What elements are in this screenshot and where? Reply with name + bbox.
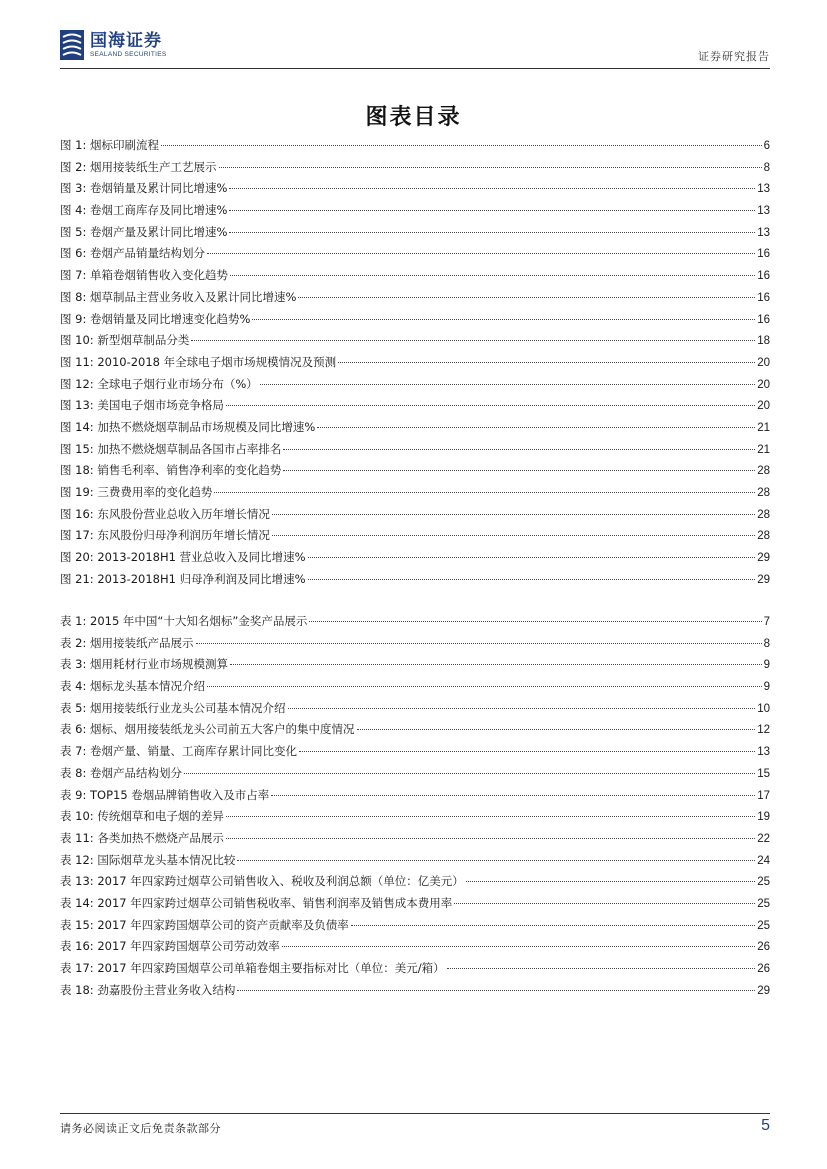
toc-entry-label: 表 11: 各类加热不燃烧产品展示	[60, 830, 224, 845]
table-toc-entry[interactable]	[60, 828, 770, 850]
toc-entry-page: 28	[757, 530, 770, 543]
toc-entry-label: 表 18: 劲嘉股份主营业务收入结构	[60, 982, 236, 997]
figure-toc-entry[interactable]	[60, 352, 770, 374]
figure-toc-entry[interactable]	[60, 243, 770, 265]
toc-entry-page: 26	[757, 963, 770, 975]
toc-entry-page: 18	[757, 335, 770, 348]
toc-entry-page: 28	[757, 465, 770, 478]
toc-entry-label: 图 9: 卷烟销量及同比增速变化趋势%	[60, 311, 251, 326]
dot-leader	[283, 470, 755, 471]
table-toc-entry[interactable]	[60, 785, 770, 807]
dot-leader	[298, 297, 755, 298]
dot-leader	[308, 579, 756, 580]
toc-entry-label: 图 4: 卷烟工商库存及同比增速%	[60, 203, 228, 218]
toc-entry-page: 7	[763, 616, 770, 628]
toc-entry-page: 15	[757, 767, 770, 780]
toc-entry-label: 表 3: 烟用耗材行业市场规模测算	[60, 657, 229, 672]
toc-entry-page: 25	[757, 919, 770, 932]
toc-entry-label: 图 14: 加热不燃烧烟草制品市场规模及同比增速%	[60, 419, 316, 434]
table-toc-entry[interactable]	[60, 806, 770, 828]
toc-entry-page: 29	[757, 573, 770, 586]
toc-entry-label: 表 6: 烟标、烟用接装纸龙头公司前五大客户的集中度情况	[60, 722, 355, 737]
logo-chinese-name: 国海证券	[90, 30, 162, 51]
page-title: 图表目录	[365, 105, 462, 130]
tables-list	[60, 611, 770, 1001]
toc-entry-label: 图 8: 烟草制品主营业务收入及累计同比增速%	[60, 289, 297, 304]
figure-toc-entry[interactable]	[60, 569, 770, 591]
company-logo	[60, 30, 167, 60]
dot-leader	[288, 708, 756, 709]
figures-list	[60, 135, 770, 590]
dot-leader	[357, 729, 756, 730]
figure-toc-entry[interactable]	[60, 178, 770, 200]
page-number: 5	[761, 1117, 770, 1134]
dot-leader	[454, 903, 755, 904]
toc-entry-label: 表 14: 2017 年四家跨过烟草公司销售税收率、销售利润率及销售成本费用率	[60, 895, 453, 910]
toc-entry-label: 表 9: TOP15 卷烟品牌销售收入及市占率	[60, 787, 270, 802]
dot-leader	[237, 860, 755, 861]
toc-entry-page: 28	[757, 508, 770, 521]
toc-entry-page: 16	[757, 291, 770, 304]
dot-leader	[260, 384, 755, 385]
dot-leader	[447, 968, 756, 969]
dot-leader	[283, 449, 755, 450]
figure-toc-entry[interactable]	[60, 135, 770, 157]
dot-leader	[219, 167, 762, 168]
toc-entry-page: 25	[757, 897, 770, 910]
toc-entry-label: 表 13: 2017 年四家跨过烟草公司销售收入、税收及利润总额（单位：亿美元）	[60, 874, 464, 889]
page-header	[60, 30, 770, 68]
table-toc-entry[interactable]	[60, 915, 770, 937]
toc-entry-page: 9	[763, 659, 770, 672]
toc-entry-label: 表 17: 2017 年四家跨国烟草公司单箱卷烟主要指标对比（单位：美元/箱）	[60, 961, 445, 975]
dot-leader	[338, 362, 755, 363]
figure-toc-entry[interactable]	[60, 157, 770, 179]
toc-entry-page: 29	[757, 984, 770, 997]
dot-leader	[226, 838, 755, 839]
table-toc-entry[interactable]	[60, 850, 770, 872]
figure-toc-entry[interactable]	[60, 374, 770, 396]
figure-toc-entry[interactable]	[60, 547, 770, 569]
toc-entry-label: 图 12: 全球电子烟行业市场分布（%）	[60, 376, 258, 391]
dot-leader	[229, 232, 755, 233]
toc-entry-page: 24	[757, 854, 770, 867]
toc-entry-page: 10	[757, 702, 770, 715]
dot-leader	[237, 990, 755, 991]
table-toc-entry[interactable]	[60, 741, 770, 763]
figure-toc-entry[interactable]	[60, 417, 770, 439]
figure-toc-entry[interactable]	[60, 525, 770, 547]
toc-entry-label: 图 10: 新型烟草制品分类	[60, 333, 190, 348]
table-toc-entry[interactable]	[60, 936, 770, 958]
figure-toc-entry[interactable]	[60, 287, 770, 309]
dot-leader	[214, 492, 755, 493]
logo-english-name: SEALAND SECURITIES	[90, 50, 167, 58]
dot-leader	[161, 145, 762, 146]
table-toc-entry[interactable]	[60, 633, 770, 655]
figure-toc-entry[interactable]	[60, 395, 770, 417]
toc-entry-label: 表 10: 传统烟草和电子烟的差异	[60, 809, 224, 824]
toc-entry-label: 表 2: 烟用接装纸产品展示	[60, 635, 194, 650]
toc-entry-label: 表 12: 国际烟草龙头基本情况比较	[60, 852, 236, 867]
toc-entry-label: 表 15: 2017 年四家跨国烟草公司的资产贡献率及负债率	[60, 917, 349, 932]
toc-entry-label: 图 3: 卷烟销量及累计同比增速%	[60, 181, 228, 196]
toc-entry-page: 13	[757, 205, 770, 218]
toc-entry-label: 表 1: 2015 年中国“十大知名烟标”金奖产品展示	[60, 614, 308, 628]
dot-leader	[252, 319, 755, 320]
figure-toc-entry[interactable]	[60, 265, 770, 287]
toc-entry-label: 图 20: 2013-2018H1 营业总收入及同比增速%	[60, 550, 306, 565]
dot-leader	[309, 621, 761, 622]
figure-toc-entry[interactable]	[60, 222, 770, 244]
dot-leader	[466, 881, 755, 882]
dot-leader	[230, 275, 755, 276]
disclaimer-note: 请务必阅读正文后免责条款部分	[60, 1122, 221, 1135]
toc-entry-label: 图 11: 2010-2018 年全球电子烟市场规模情况及预测	[60, 354, 337, 369]
toc-entry-label: 表 8: 卷烟产品结构划分	[60, 765, 183, 780]
table-toc-entry[interactable]	[60, 654, 770, 676]
table-toc-entry[interactable]	[60, 763, 770, 785]
toc-entry-label: 表 16: 2017 年四家跨国烟草公司劳动效率	[60, 939, 280, 954]
figure-toc-entry[interactable]	[60, 482, 770, 504]
toc-entry-label: 图 2: 烟用接装纸生产工艺展示	[60, 159, 217, 174]
header-divider	[60, 68, 770, 69]
toc-entry-page: 12	[757, 724, 770, 737]
dot-leader	[351, 925, 755, 926]
toc-entry-label: 图 21: 2013-2018H1 归母净利润及同比增速%	[60, 571, 306, 586]
dot-leader	[230, 664, 762, 665]
toc-entry-page: 28	[757, 487, 770, 499]
dot-leader	[272, 535, 755, 536]
dot-leader	[196, 643, 762, 644]
toc-entry-label: 图 5: 卷烟产量及累计同比增速%	[60, 224, 228, 239]
toc-entry-page: 20	[757, 400, 770, 413]
dot-leader	[229, 188, 755, 189]
figure-toc-entry[interactable]	[60, 309, 770, 331]
dot-leader	[229, 210, 755, 211]
toc-entry-page: 26	[757, 941, 770, 954]
table-toc-entry[interactable]	[60, 958, 770, 980]
toc-entry-page: 8	[763, 161, 770, 174]
toc-entry-label: 图 13: 美国电子烟市场竞争格局	[60, 398, 224, 413]
toc-entry-page: 13	[757, 183, 770, 196]
figure-toc-entry[interactable]	[60, 200, 770, 222]
toc-entry-page: 22	[757, 832, 770, 845]
figure-toc-entry[interactable]	[60, 439, 770, 461]
toc-entry-page: 19	[757, 811, 770, 824]
toc-entry-page: 29	[757, 552, 770, 565]
dot-leader	[184, 773, 755, 774]
dot-leader	[282, 946, 755, 947]
toc-entry-label: 图 17: 东风股份归母净利润历年增长情况	[60, 528, 270, 543]
dot-leader	[299, 751, 755, 752]
toc-entry-page: 20	[757, 356, 770, 369]
toc-entry-page: 16	[757, 313, 770, 326]
toc-entry-page: 20	[757, 378, 770, 391]
toc-entry-label: 表 4: 烟标龙头基本情况介绍	[60, 679, 206, 694]
toc-entry-page: 16	[757, 248, 770, 261]
dot-leader	[271, 795, 755, 796]
toc-entry-label: 图 16: 东风股份营业总收入历年增长情况	[60, 506, 270, 521]
figure-toc-entry[interactable]	[60, 330, 770, 352]
logo-icon	[60, 30, 84, 60]
table-toc-entry[interactable]	[60, 893, 770, 915]
table-toc-entry[interactable]	[60, 698, 770, 720]
toc-entry-page: 8	[763, 637, 770, 650]
table-toc-entry[interactable]	[60, 719, 770, 741]
dot-leader	[272, 514, 755, 515]
toc-entry-label: 图 18: 销售毛利率、销售净利率的变化趋势	[60, 463, 282, 478]
dot-leader	[191, 340, 755, 341]
report-type-label: 证券研究报告	[698, 50, 770, 63]
toc-entry-label: 图 1: 烟标印刷流程	[60, 138, 160, 152]
dot-leader	[308, 557, 756, 558]
dot-leader	[226, 405, 755, 406]
dot-leader	[226, 816, 755, 817]
toc-entry-page: 6	[763, 140, 770, 152]
toc-entry-page: 21	[757, 421, 770, 434]
toc-entry-label: 表 7: 卷烟产量、销量、工商库存累计同比变化	[60, 744, 297, 759]
toc-entry-label: 图 19: 三费费用率的变化趋势	[60, 485, 213, 499]
toc-entry-page: 13	[757, 226, 770, 239]
toc-entry-page: 21	[757, 443, 770, 456]
table-toc-entry[interactable]	[60, 980, 770, 1002]
table-toc-entry[interactable]	[60, 611, 770, 633]
toc-entry-page: 17	[757, 789, 770, 802]
toc-entry-label: 图 7: 单箱卷烟销售收入变化趋势	[60, 268, 229, 283]
dot-leader	[317, 427, 755, 428]
table-toc-entry[interactable]	[60, 871, 770, 893]
figure-toc-entry[interactable]	[60, 460, 770, 482]
table-toc-entry[interactable]	[60, 676, 770, 698]
dot-leader	[207, 686, 762, 687]
toc-entry-label: 表 5: 烟用接装纸行业龙头公司基本情况介绍	[60, 700, 286, 715]
toc-entry-page: 13	[757, 746, 770, 759]
toc-entry-page: 16	[757, 270, 770, 283]
toc-entry-label: 图 15: 加热不燃烧烟草制品各国市占率排名	[60, 441, 282, 456]
footer-divider	[60, 1113, 770, 1114]
dot-leader	[207, 253, 755, 254]
toc-entry-page: 25	[757, 876, 770, 889]
toc-entry-label: 图 6: 卷烟产品销量结构划分	[60, 246, 206, 261]
figure-toc-entry[interactable]	[60, 504, 770, 526]
toc-entry-page: 9	[763, 681, 770, 694]
